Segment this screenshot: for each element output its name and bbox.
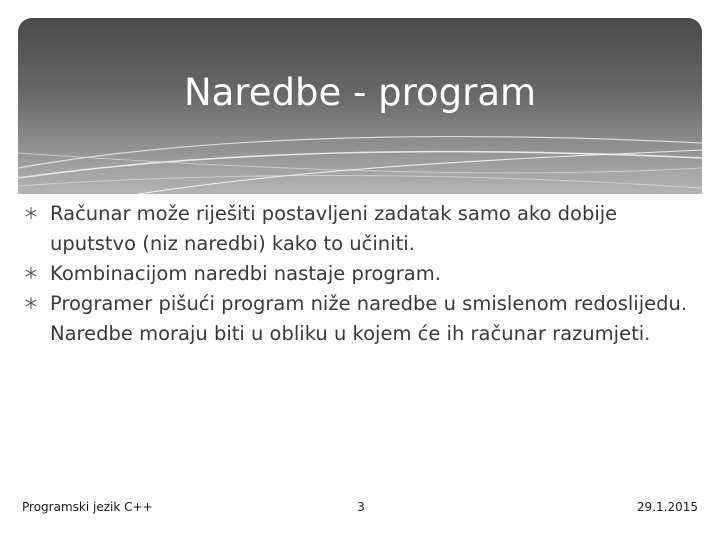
footer-page-number: 3: [357, 500, 365, 514]
bullet-item: [24, 289, 704, 349]
footer-date: 29.1.2015: [636, 500, 698, 514]
bullet-text: Programer pišući program niže naredbe u smislenom redoslijedu. Naredbe moraju biti u obliku u kojem će ih računar razumjeti.: [50, 292, 688, 345]
bullet-item: [24, 199, 704, 259]
bullet-text: Kombinacijom naredbi nastaje program.: [50, 262, 441, 285]
asterisk-icon: [24, 266, 38, 280]
bullet-item: [24, 259, 704, 289]
footer-course-name: Programski jezik C++: [22, 500, 153, 514]
bullet-text: Računar može riješiti postavljeni zadatak samo ako dobije uputstvo (niz naredbi) kako to učiniti.: [50, 202, 618, 255]
asterisk-icon: [24, 296, 38, 310]
asterisk-icon: [24, 206, 38, 220]
bullet-list: [24, 199, 704, 349]
slide-title: Naredbe - program: [183, 71, 537, 114]
